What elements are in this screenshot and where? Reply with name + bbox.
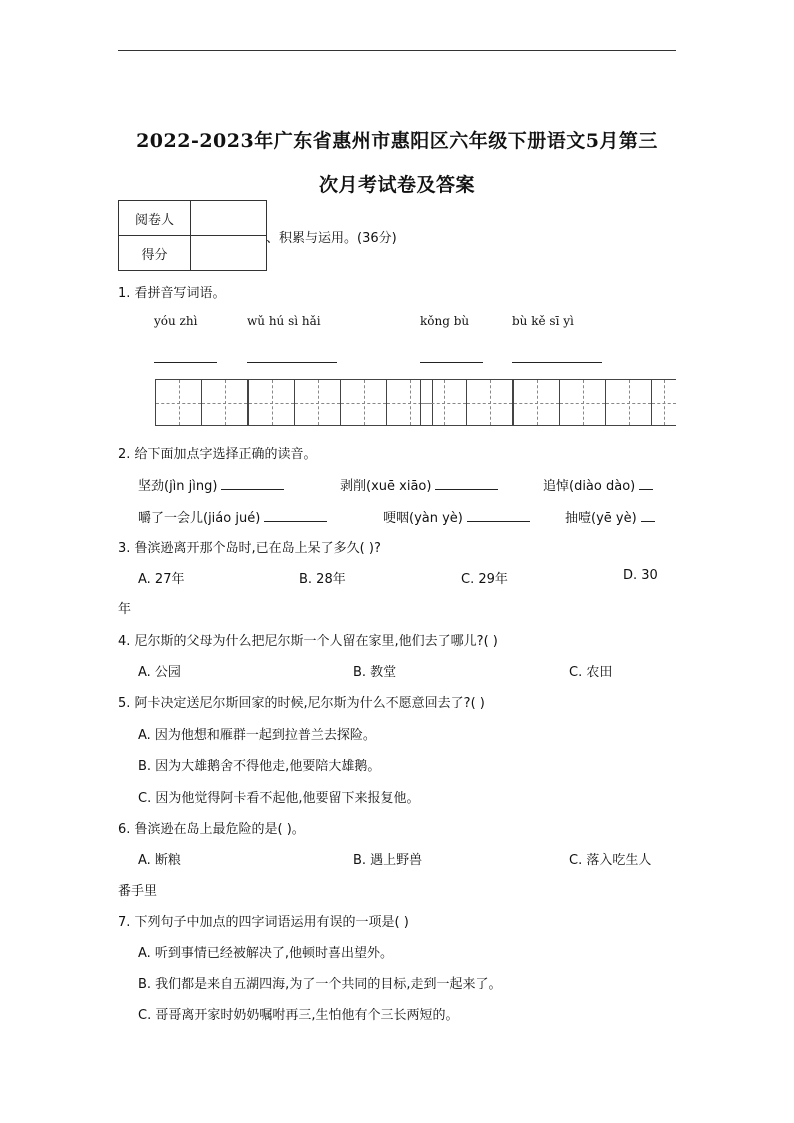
reading-blank-5[interactable]	[467, 509, 530, 522]
pinyin-3: kǒng bù	[420, 314, 470, 328]
pinyin-4: bù kě sī yì	[512, 314, 574, 328]
q5-option-b[interactable]: B. 因为大雄鹅舍不得他走,他要陪大雄鹅。	[138, 759, 381, 774]
reading-blank-3[interactable]	[639, 477, 653, 490]
grid-cell[interactable]	[605, 379, 652, 426]
reading-item-3-text: 追悼(diào dào)	[543, 479, 636, 494]
reading-item-5-text: 哽咽(yàn yè)	[383, 511, 463, 526]
reading-item-1	[138, 475, 284, 494]
reading-item-6-text: 抽噎(yē yè)	[565, 511, 637, 526]
q3-option-b[interactable]: B. 28年	[299, 572, 346, 587]
pinyin-2: wǔ hú sì hǎi	[247, 314, 321, 328]
question-4-stem: 4. 尼尔斯的父母为什么把尼尔斯一个人留在家里,他们去了哪儿?( )	[118, 634, 498, 649]
q6-option-c[interactable]: C. 落入吃生人	[569, 853, 652, 868]
question-2-stem: 2. 给下面加点字选择正确的读音。	[118, 447, 317, 462]
page-title-line-2: 次月考试卷及答案	[318, 174, 475, 196]
grid-cell[interactable]	[340, 379, 387, 426]
q6-option-c-wrap: 番手里	[118, 884, 158, 899]
q4-option-a[interactable]: A. 公园	[138, 665, 181, 680]
grid-cell[interactable]	[248, 379, 295, 426]
page-title-line-1: 2022-2023年广东省惠州市惠阳区六年级下册语文5月第三	[136, 130, 658, 152]
answer-line-2	[247, 362, 337, 363]
grid-cell[interactable]	[513, 379, 560, 426]
reading-item-4	[138, 507, 327, 526]
question-5-stem: 5. 阿卡决定送尼尔斯回家的时候,尼尔斯为什么不愿意回去了?( )	[118, 696, 485, 711]
grader-label: 阅卷人	[119, 201, 191, 236]
reading-blank-2[interactable]	[435, 477, 498, 490]
q3-option-d[interactable]: D. 30	[623, 568, 658, 583]
reading-item-1-text: 坚劲(jìn jìng)	[138, 479, 218, 494]
score-label: 得分	[119, 236, 191, 271]
grid-cell[interactable]	[294, 379, 341, 426]
reading-item-2	[340, 475, 498, 494]
pinyin-1: yóu zhì	[154, 314, 198, 328]
q4-option-b[interactable]: B. 教堂	[353, 665, 397, 680]
reading-blank-1[interactable]	[221, 477, 284, 490]
writing-grid-1[interactable]	[155, 379, 247, 426]
grader-field[interactable]	[191, 201, 267, 236]
writing-grid-4[interactable]	[513, 379, 675, 426]
writing-grid-2[interactable]	[248, 379, 432, 426]
q3-option-d-wrap: 年	[118, 602, 132, 617]
question-3-stem: 3. 鲁滨逊离开那个岛时,已在岛上呆了多久( )?	[118, 541, 381, 556]
score-field[interactable]	[191, 236, 267, 271]
q7-option-c[interactable]: C. 哥哥离开家时奶奶嘱咐再三,生怕他有个三长两短的。	[138, 1008, 459, 1023]
section-1-heading: 、积累与运用。(36分)	[266, 231, 397, 246]
grid-cell[interactable]	[559, 379, 606, 426]
grid-cell[interactable]	[466, 379, 513, 426]
q7-option-a[interactable]: A. 听到事情已经被解决了,他顿时喜出望外。	[138, 946, 394, 961]
grid-cell[interactable]	[155, 379, 202, 426]
q5-option-a[interactable]: A. 因为他想和雁群一起到拉普兰去探险。	[138, 728, 376, 743]
score-table	[118, 200, 267, 271]
answer-line-1	[154, 362, 217, 363]
reading-blank-6[interactable]	[641, 509, 655, 522]
q4-option-c[interactable]: C. 农田	[569, 665, 613, 680]
reading-item-3	[543, 475, 653, 494]
q7-option-b[interactable]: B. 我们都是来自五湖四海,为了一个共同的目标,走到一起来了。	[138, 977, 502, 992]
header-rule	[118, 50, 676, 51]
reading-item-6	[565, 507, 655, 526]
grid-cell[interactable]	[651, 379, 676, 426]
q3-option-a[interactable]: A. 27年	[138, 572, 185, 587]
reading-item-5	[383, 507, 530, 526]
answer-line-3	[420, 362, 483, 363]
grid-cell[interactable]	[201, 379, 248, 426]
q3-option-c[interactable]: C. 29年	[461, 572, 508, 587]
q6-option-a[interactable]: A. 断粮	[138, 853, 181, 868]
reading-item-4-text: 嚼了一会儿(jiáo jué)	[138, 511, 261, 526]
writing-grid-3[interactable]	[420, 379, 512, 426]
grid-cell[interactable]	[420, 379, 467, 426]
q5-option-c[interactable]: C. 因为他觉得阿卡看不起他,他要留下来报复他。	[138, 791, 420, 806]
q6-option-b[interactable]: B. 遇上野兽	[353, 853, 423, 868]
reading-blank-4[interactable]	[264, 509, 327, 522]
question-6-stem: 6. 鲁滨逊在岛上最危险的是( )。	[118, 822, 305, 837]
answer-line-4	[512, 362, 602, 363]
reading-item-2-text: 剥削(xuē xiāo)	[340, 479, 432, 494]
question-7-stem: 7. 下列句子中加点的四字词语运用有误的一项是( )	[118, 915, 409, 930]
question-1-stem: 1. 看拼音写词语。	[118, 286, 226, 301]
